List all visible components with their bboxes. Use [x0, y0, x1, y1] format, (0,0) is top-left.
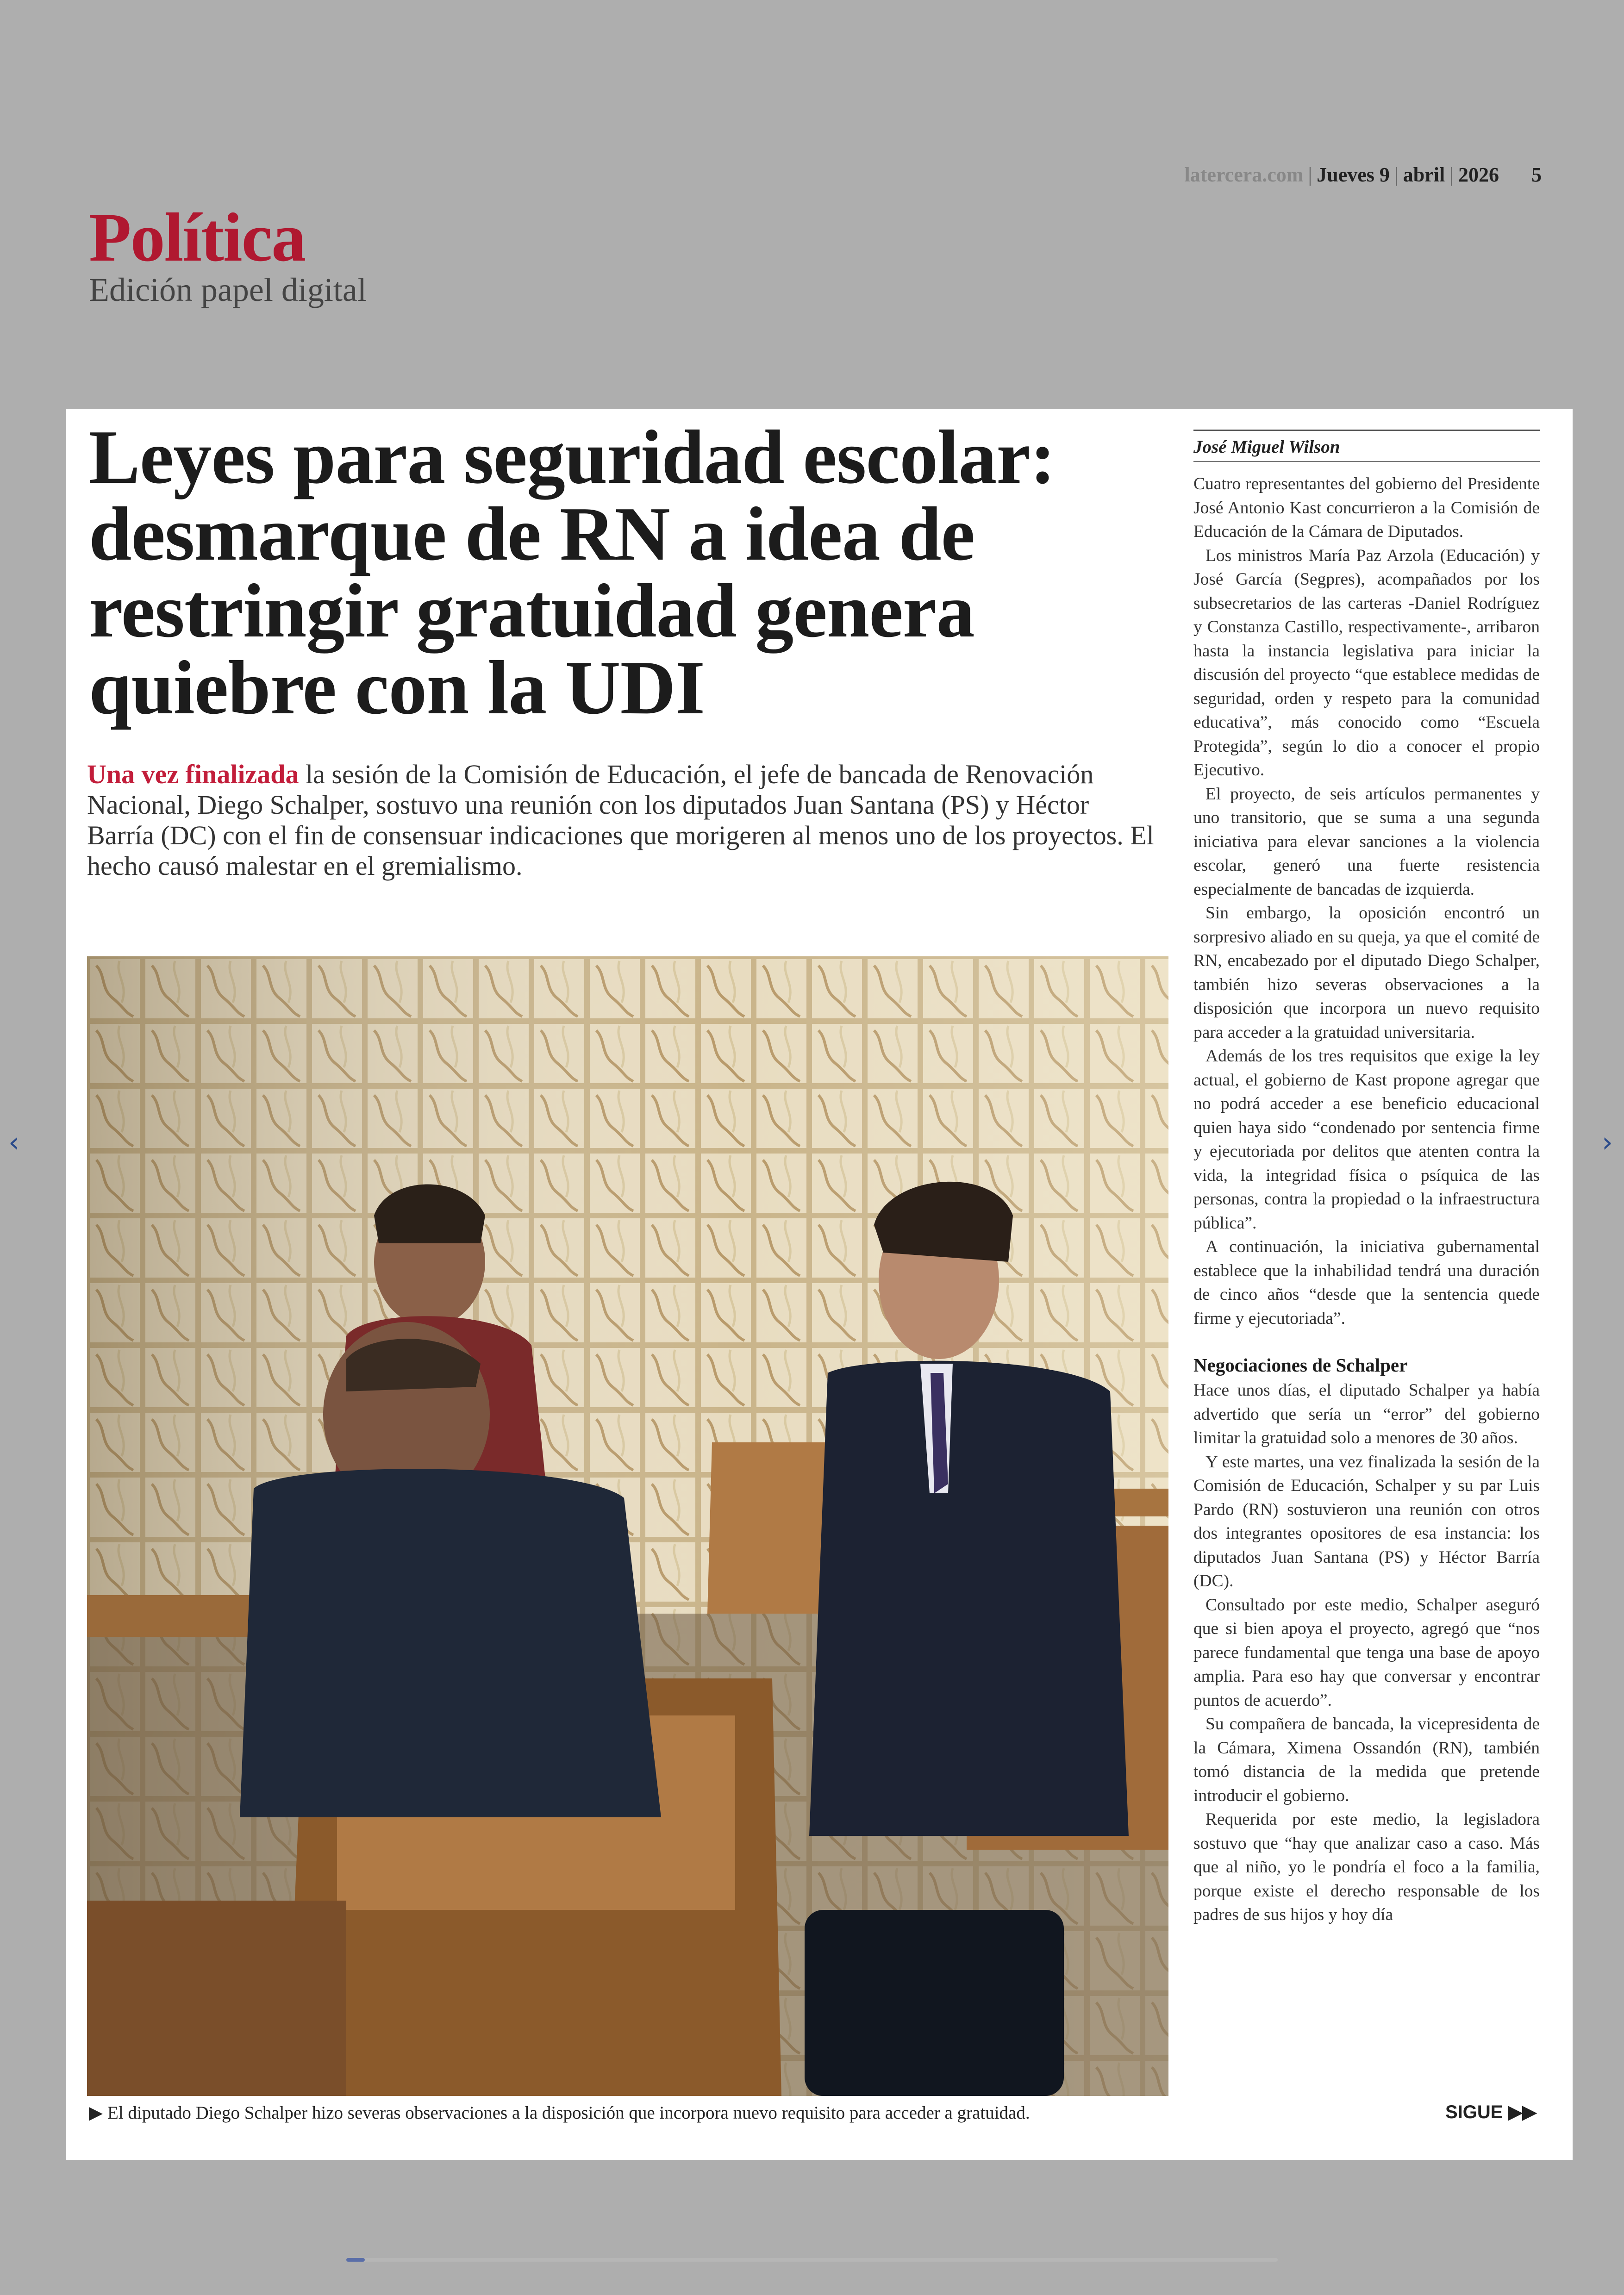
- photo-caption-text: El diputado Diego Schalper hizo severas observaciones a la disposición que incorpora nuevo requisito para acceder a gratuidad.: [107, 2103, 1030, 2123]
- body-paragraph: Los ministros María Paz Arzola (Educación) y José García (Segpres), acompañados por los subsecretarios de las carteras -Daniel Rodríguez y Constanza Castillo, respectivamente-, arribaron hasta la instancia legislativa para iniciar la discusión del proyecto “que establece medidas de seguridad, orden y respeto para la comunidad educativa”, más conocido como “Escuela Protegida”, según lo dio a conocer el propio Ejecutivo.: [1193, 546, 1540, 780]
- continue-marker[interactable]: SIGUE ▶▶: [1445, 2102, 1537, 2122]
- issue-month: abril: [1403, 163, 1445, 186]
- body-paragraph: Hace unos días, el diputado Schalper ya había advertido que sería un “error” del gobierno limitar la gratuidad solo a menores de 30 años.: [1193, 1381, 1540, 1447]
- body-paragraph: Consultado por este medio, Schalper aseguró que si bien apoya el proyecto, agregó que “nos parece fundamental que tenga una base de apoyo amplia. Para eso hay que conversar y encontrar puntos de acuerdo”.: [1193, 1595, 1540, 1710]
- lede-kicker: Una vez finalizada: [87, 759, 299, 789]
- article-body: [1193, 472, 1540, 1927]
- article-subhead: Negociaciones de Schalper: [1193, 1354, 1408, 1376]
- newspaper-page: [66, 409, 1573, 2160]
- body-paragraph: Cuatro representantes del gobierno del Presidente José Antonio Kast concurrieron a la Comisión de Educación de la Cámara de Diputados.: [1193, 474, 1540, 541]
- page-number: 5: [1531, 163, 1542, 186]
- body-paragraph: Además de los tres requisitos que exige la ley actual, el gobierno de Kast propone agregar que no podrá acceder a ese beneficio educacional quien haya sido “condenado por sentencia firme y ejecutoriada por delitos que atenten contra la vida, la integridad física o psíquica de las personas, contra la propiedad o la infraestructura pública”.: [1193, 1047, 1540, 1233]
- body-paragraph: Sin embargo, la oposición encontró un sorpresivo aliado en su queja, ya que el comité de RN, encabezado por el diputado Diego Schalper, también hizo severas observaciones a la disposición que incorpora un nuevo requisito para acceder a la gratuidad universitaria.: [1193, 904, 1540, 1042]
- section-title: Política: [89, 199, 306, 276]
- photo-caption: [89, 2102, 1200, 2123]
- article-photo: [87, 956, 1168, 2096]
- site-name[interactable]: latercera.com: [1184, 163, 1304, 186]
- issue-year: 2026: [1458, 163, 1499, 186]
- meeting-photo-illustration: [87, 956, 1168, 2096]
- issue-day: Jueves 9: [1317, 163, 1390, 186]
- page-progress-fill: [346, 2258, 365, 2262]
- issue-date-line: latercera.com | Jueves 9 | abril | 2026 5: [1184, 163, 1542, 186]
- body-paragraph: Y este martes, una vez finalizada la sesión de la Comisión de Educación, Schalper y su par Luis Pardo (RN) sostuvieron una reunión con otros dos integrantes opositores de esa instancia: los diputados Juan Santana (PS) y Héctor Barría (DC).: [1193, 1452, 1540, 1590]
- article-body-column: [1193, 430, 1540, 1927]
- body-paragraph: Requerida por este medio, la legisladora sostuvo que “hay que analizar caso a caso. Más que al niño, yo le pondría el foco a la familia, porque existe el derecho responsable de los padres de sus hijos y hoy día: [1193, 1810, 1540, 1924]
- article-byline: José Miguel Wilson: [1193, 430, 1540, 462]
- body-paragraph: Su compañera de bancada, la vicepresidenta de la Cámara, Ximena Ossandón (RN), también tomó distancia de la medida que pretende introducir el gobierno.: [1193, 1715, 1540, 1805]
- page-progress-track[interactable]: [346, 2258, 1278, 2262]
- body-paragraph: El proyecto, de seis artículos permanentes y uno transitorio, que se suma a una segunda iniciativa para elevar sanciones a la violencia escolar, generó una fuerte resistencia especialmente de bancadas de izquierda.: [1193, 784, 1540, 899]
- body-paragraph: A continuación, la iniciativa gubernamental establece que la inhabilidad tendrá una duración de cinco años “desde que la sentencia quede firme y ejecutoriada”.: [1193, 1237, 1540, 1328]
- chevron-left-icon[interactable]: ‹: [8, 1126, 19, 1159]
- caption-arrow-icon: ▶: [89, 2103, 103, 2123]
- article-lede: [87, 759, 1161, 881]
- article-headline: Leyes para seguridad escolar: desmarque de RN a idea de restringir gratuidad genera quiebre con la UDI: [89, 414, 1056, 730]
- lede-text: la sesión de la Comisión de Educación, el jefe de bancada de Renovación Nacional, Diego Schalper, sostuvo una reunión con los diputados Juan Santana (PS) y Héctor Barría (DC) con el fin de consensuar indicaciones que morigeren al menos uno de los proyectos. El hecho causó malestar en el gremialismo.: [87, 759, 1154, 881]
- chevron-right-icon[interactable]: ›: [1602, 1126, 1613, 1159]
- section-subtitle: Edición papel digital: [89, 271, 367, 308]
